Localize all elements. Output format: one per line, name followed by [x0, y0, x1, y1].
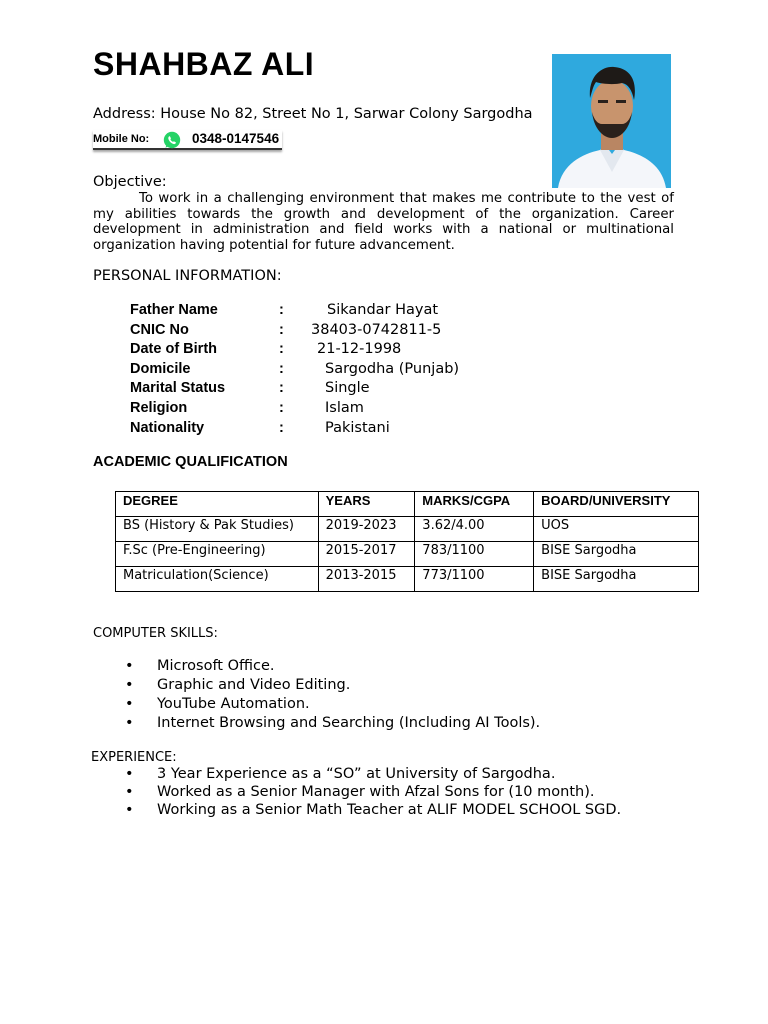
bullet-icon: •: [125, 802, 134, 818]
info-value: Pakistani: [325, 420, 390, 436]
bullet-icon: •: [125, 784, 134, 800]
academic-heading: ACADEMIC QUALIFICATION: [93, 454, 288, 470]
table-cell: 2015-2017: [318, 542, 415, 567]
skill-text: YouTube Automation.: [157, 696, 310, 712]
list-item: [125, 801, 621, 819]
info-value: Sikandar Hayat: [327, 302, 439, 318]
table-row: [116, 517, 699, 542]
info-value: Single: [325, 380, 370, 396]
bullet-icon: •: [125, 715, 134, 731]
info-label: Marital Status: [130, 380, 226, 396]
table-cell: 3.62/4.00: [415, 517, 534, 542]
skill-text: Internet Browsing and Searching (Including AI Tools).: [157, 715, 541, 731]
info-label: Father Name: [130, 302, 218, 318]
info-label: Domicile: [130, 361, 191, 377]
table-cell: 783/1100: [415, 542, 534, 567]
bullet-icon: •: [125, 696, 134, 712]
info-value: Sargodha (Punjab): [325, 361, 460, 377]
experience-list: [125, 765, 621, 819]
info-value: 38403-0742811-5: [311, 322, 442, 338]
info-colon: :: [279, 302, 284, 318]
list-item: [125, 657, 540, 676]
candidate-name: SHAHBAZ ALI: [93, 46, 315, 82]
bullet-icon: •: [125, 677, 134, 693]
column-header-degree: DEGREE: [116, 492, 319, 517]
table-row: [116, 542, 699, 567]
profile-photo-illustration: [552, 54, 671, 188]
profile-photo: [552, 54, 671, 188]
table-row: [116, 567, 699, 592]
info-label: Nationality: [130, 420, 205, 436]
table-cell: 773/1100: [415, 567, 534, 592]
info-colon: :: [279, 400, 284, 416]
table-cell: F.Sc (Pre-Engineering): [116, 542, 319, 567]
mobile-row: [93, 130, 282, 150]
table-cell: 2013-2015: [318, 567, 415, 592]
list-item: [125, 783, 621, 801]
table-header-row: [116, 492, 699, 517]
info-label: Date of Birth: [130, 341, 217, 357]
bullet-icon: •: [125, 658, 134, 674]
list-item: [125, 695, 540, 714]
objective-heading: Objective:: [93, 174, 167, 190]
address-line: Address: House No 82, Street No 1, Sarwar Colony Sargodha: [93, 106, 533, 122]
column-header-board: BOARD/UNIVERSITY: [534, 492, 699, 517]
experience-text: 3 Year Experience as a “SO” at University of Sargodha.: [157, 766, 556, 782]
info-colon: :: [279, 341, 284, 357]
list-item: [125, 676, 540, 695]
table-cell: BISE Sargodha: [534, 542, 699, 567]
list-item: [125, 714, 540, 733]
skill-text: Microsoft Office.: [157, 658, 275, 674]
mobile-label: Mobile No:: [93, 133, 150, 145]
skills-heading: COMPUTER SKILLS:: [93, 626, 218, 641]
academic-table: [115, 491, 699, 592]
info-value: Islam: [325, 400, 364, 416]
info-colon: :: [279, 420, 284, 436]
experience-text: Worked as a Senior Manager with Afzal Sons for (10 month).: [157, 784, 595, 800]
skills-list: [125, 657, 540, 733]
info-label: CNIC No: [130, 322, 189, 338]
table-cell: BISE Sargodha: [534, 567, 699, 592]
table-cell: UOS: [534, 517, 699, 542]
info-colon: :: [279, 380, 284, 396]
table-cell: 2019-2023: [318, 517, 415, 542]
whatsapp-icon: [162, 131, 182, 149]
column-header-marks: MARKS/CGPA: [415, 492, 534, 517]
bullet-icon: •: [125, 766, 134, 782]
skill-text: Graphic and Video Editing.: [157, 677, 351, 693]
objective-text: To work in a challenging environment that makes me contribute to the vest of my abilities towards the growth and development of the organization. Career development in administration and field works with a national or multinational organization having potential for future advancement.: [93, 191, 674, 253]
info-value: 21-12-1998: [317, 341, 402, 357]
list-item: [125, 765, 621, 783]
table-cell: BS (History & Pak Studies): [116, 517, 319, 542]
experience-text: Working as a Senior Math Teacher at ALIF MODEL SCHOOL SGD.: [157, 802, 622, 818]
info-colon: :: [279, 322, 284, 338]
experience-heading: EXPERIENCE:: [91, 750, 177, 765]
info-colon: :: [279, 361, 284, 377]
personal-info-heading: PERSONAL INFORMATION:: [93, 268, 282, 284]
table-cell: Matriculation(Science): [116, 567, 319, 592]
mobile-number: 0348-0147546: [192, 131, 280, 146]
column-header-years: YEARS: [318, 492, 415, 517]
info-label: Religion: [130, 400, 188, 416]
